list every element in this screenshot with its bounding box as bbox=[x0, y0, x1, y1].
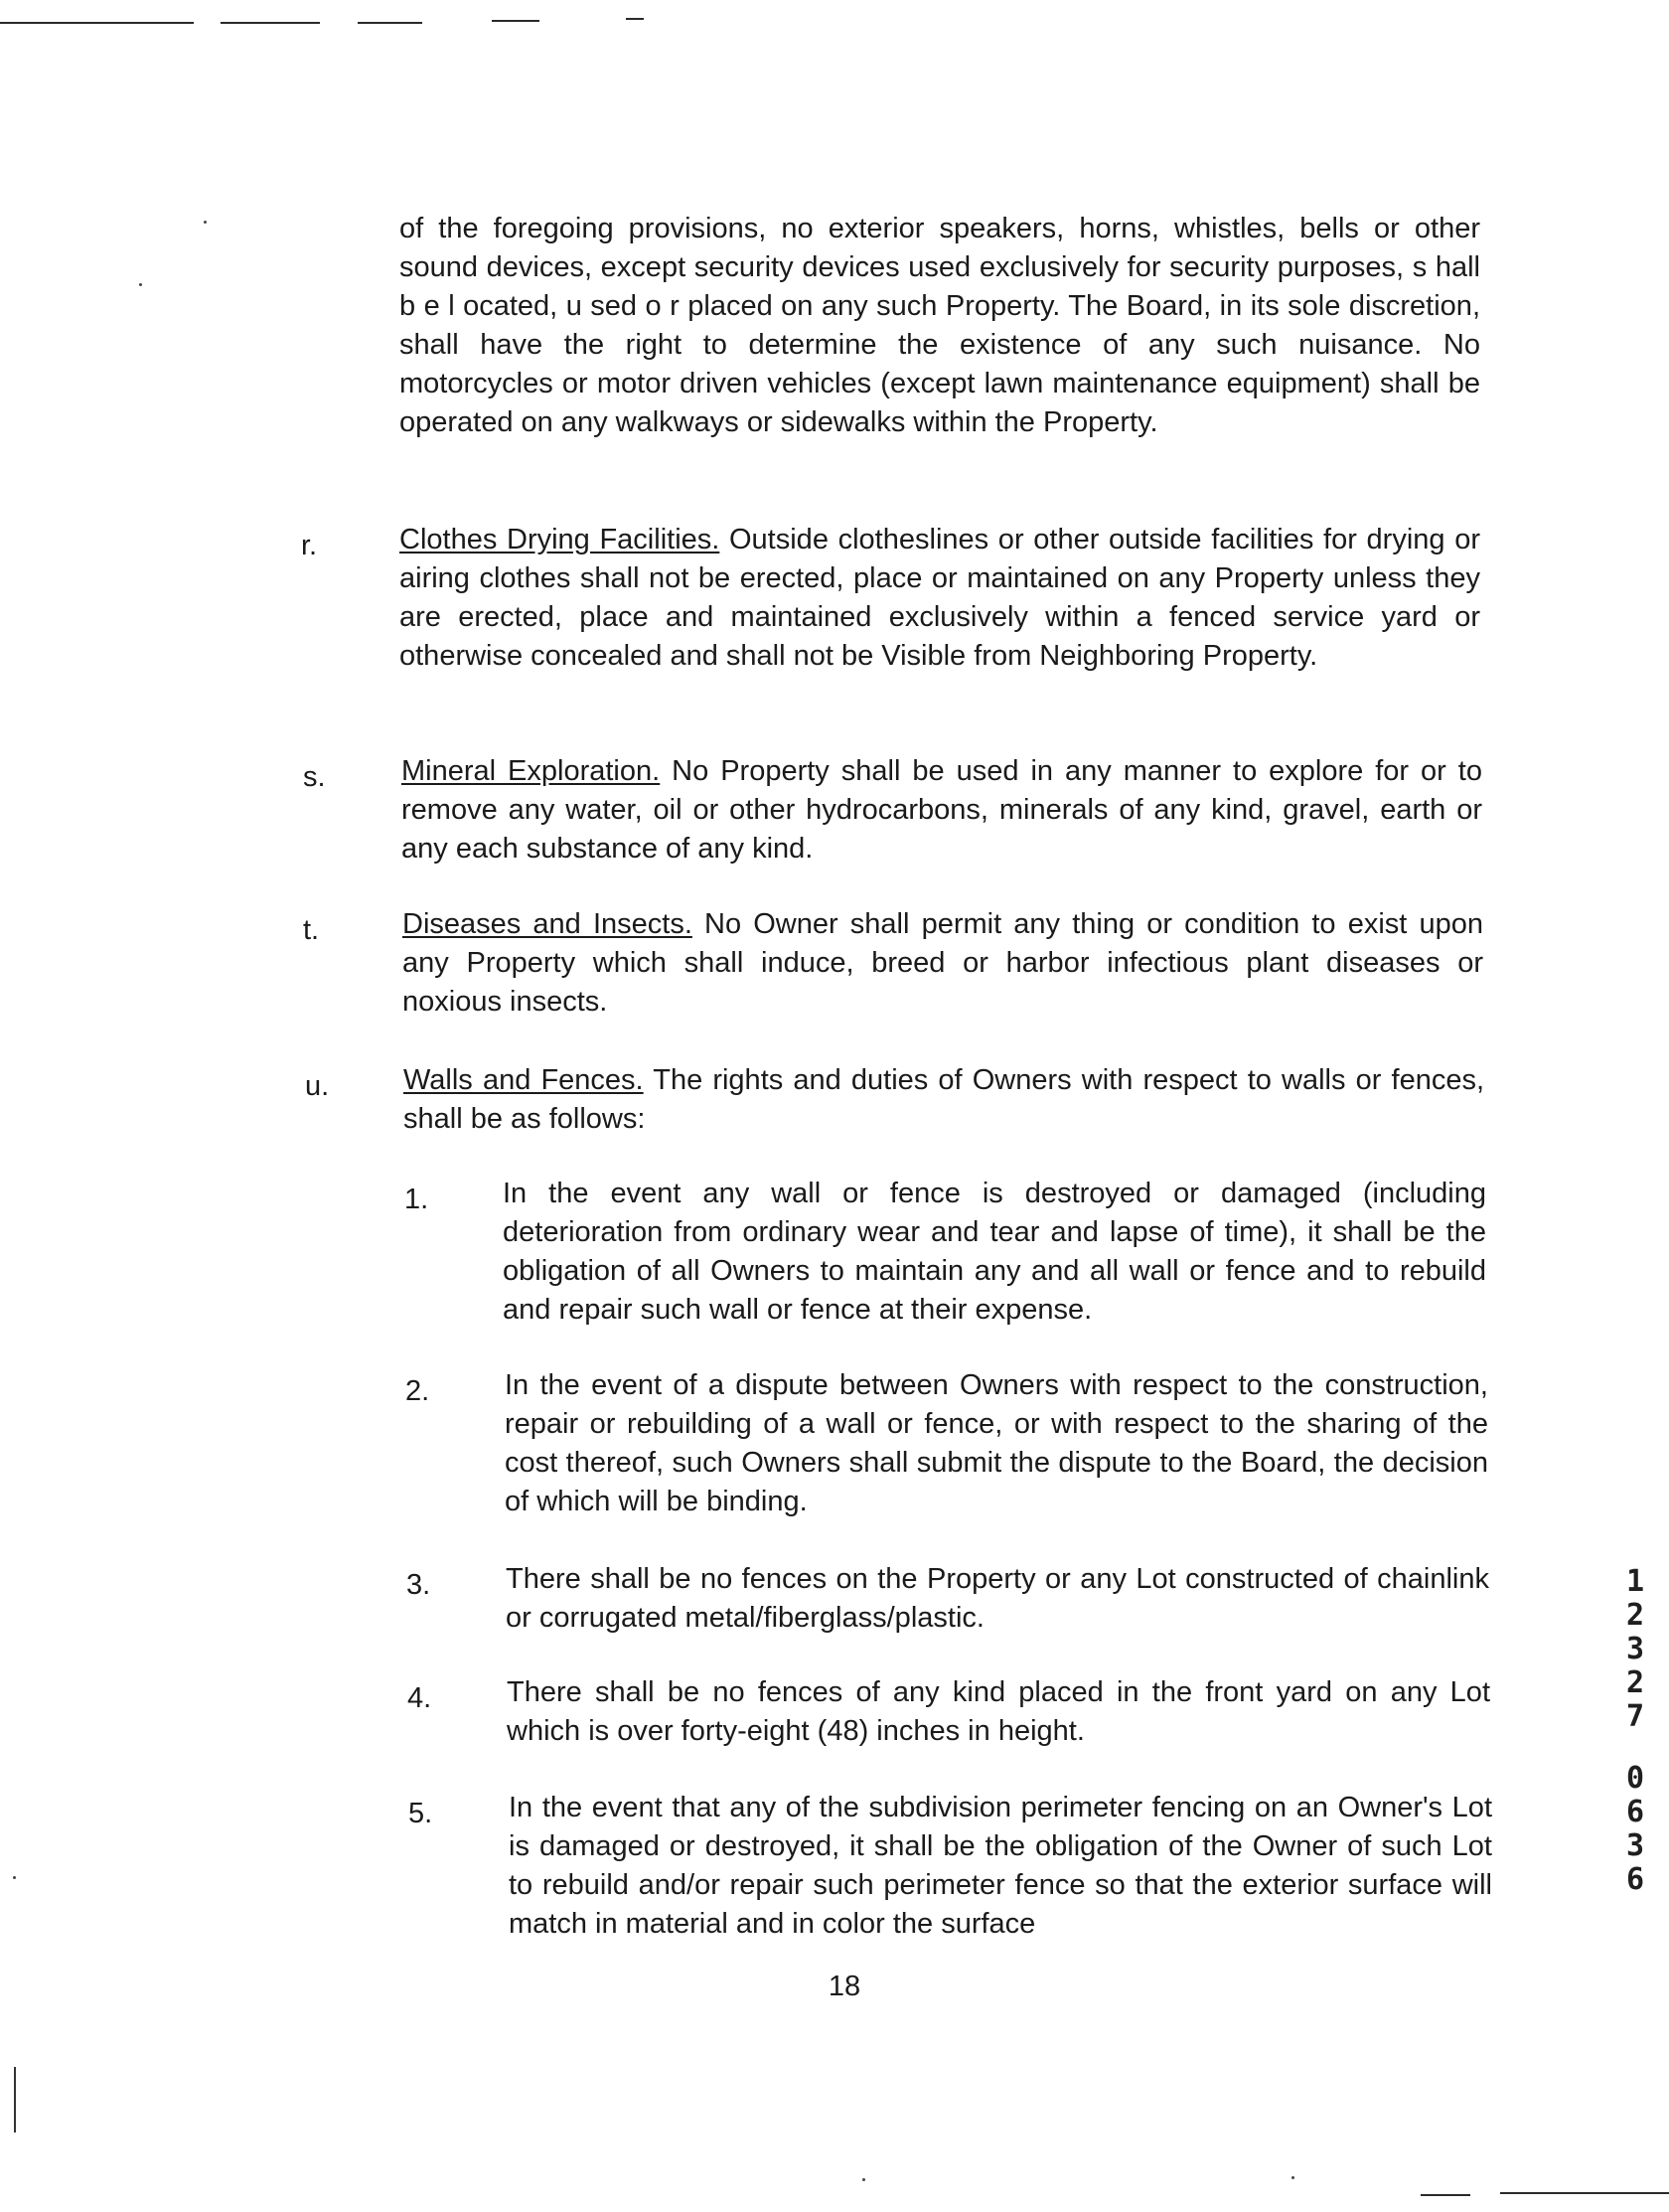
recording-digit: 1 bbox=[1625, 1564, 1645, 1599]
section-paragraph bbox=[403, 1061, 1484, 1139]
list-item: In the event of a dispute between Owners with respect to the construction, repair or rebuilding of a wall or fence, or with respect to the sharing of the cost thereof, such Owners shall submit the dispute to the Board, the decision of which will be binding. bbox=[505, 1369, 1488, 1517]
item-number: 1. bbox=[404, 1184, 429, 1215]
scan-speck bbox=[1291, 2176, 1294, 2179]
scan-edge-line bbox=[492, 20, 539, 22]
section-heading: Walls and Fences. bbox=[403, 1064, 644, 1096]
scan-speck bbox=[139, 283, 142, 286]
recording-digit: 2 bbox=[1625, 1598, 1645, 1633]
section-letter: u. bbox=[305, 1070, 330, 1102]
recording-digit: 3 bbox=[1625, 1828, 1645, 1863]
recording-digit: 7 bbox=[1625, 1699, 1645, 1734]
section-heading: Mineral Exploration. bbox=[401, 755, 661, 787]
scan-edge-line bbox=[221, 22, 320, 24]
section-body: Outside clotheslines or other outside facilities for drying or airing clothes shall not be erected, place or maintained on any Property unless they are erected, place and maintained exclusively within a fenced service yard or otherwise concealed and shall not be Visible from Neighboring Property. bbox=[399, 524, 1480, 672]
recording-digit: 6 bbox=[1625, 1862, 1645, 1897]
scan-edge-line bbox=[1500, 2192, 1669, 2194]
section-letter: t. bbox=[303, 914, 320, 946]
scan-speck bbox=[862, 2178, 865, 2181]
section-paragraph bbox=[402, 905, 1483, 1022]
section-paragraph bbox=[399, 521, 1480, 676]
recording-number-stamp bbox=[1615, 1565, 1655, 1897]
section-body: The rights and duties of Owners with respect to walls or fences, shall be as follows: bbox=[403, 1064, 1485, 1135]
scan-edge-line bbox=[0, 22, 194, 24]
section-body: No Property shall be used in any manner to explore for or to remove any water, oil or other hydrocarbons, minerals of any kind, gravel, earth or any each substance of any kind. bbox=[401, 755, 1482, 865]
recording-digit: 2 bbox=[1625, 1665, 1645, 1700]
recording-digit: 0 bbox=[1625, 1761, 1645, 1796]
scan-edge-mark bbox=[14, 2067, 16, 2133]
section-heading: Diseases and Insects. bbox=[402, 908, 692, 940]
item-number: 2. bbox=[405, 1375, 430, 1407]
continuation-paragraph: of the foregoing provisions, no exterior speakers, horns, whistles, bells or other sound devices, except security devices used exclusively for security purposes, s hall b e l ocated, u sed o r placed on any such Property. The Board, in its sole discretion, shall have the right to determine the existence of any such nuisance. No motorcycles or motor driven vehicles (except lawn maintenance equipment) shall be operated on any walkways or sidewalks within the Property. bbox=[399, 213, 1480, 438]
section-body: No Owner shall permit any thing or condition to exist upon any Property which shall induce, breed or harbor infectious plant diseases or noxious insects. bbox=[402, 908, 1483, 1018]
item-number: 3. bbox=[406, 1569, 431, 1601]
scan-edge-line bbox=[626, 18, 644, 20]
section-letter: s. bbox=[303, 761, 326, 793]
recording-digit: 3 bbox=[1625, 1632, 1645, 1666]
section-heading: Clothes Drying Facilities. bbox=[399, 524, 720, 555]
scan-speck bbox=[204, 221, 207, 224]
item-number: 5. bbox=[408, 1798, 433, 1829]
section-letter: r. bbox=[301, 530, 318, 561]
list-item: There shall be no fences of any kind placed in the front yard on any Lot which is over forty-eight (48) inches in height. bbox=[507, 1676, 1490, 1747]
list-item: There shall be no fences on the Property or any Lot constructed of chainlink or corrugated metal/fiberglass/plastic. bbox=[506, 1563, 1489, 1634]
page-number: 18 bbox=[828, 1971, 861, 2002]
list-item: In the event any wall or fence is destroyed or damaged (including deterioration from ordinary wear and tear and lapse of time), it shall be the obligation of all Owners to maintain any and all wall or fence and to rebuild and repair such wall or fence at their expense. bbox=[503, 1178, 1486, 1326]
list-item: In the event that any of the subdivision perimeter fencing on an Owner's Lot is damaged or destroyed, it shall be the obligation of the Owner of such Lot to rebuild and/or repair such perimeter fence so that the exterior surface will match in material and in color the surface bbox=[509, 1792, 1492, 1940]
recording-digit: 6 bbox=[1625, 1795, 1645, 1829]
section-paragraph bbox=[401, 752, 1482, 869]
item-number: 4. bbox=[407, 1682, 432, 1714]
scan-edge-line bbox=[358, 22, 422, 24]
scan-edge-line bbox=[1421, 2194, 1470, 2196]
scan-speck bbox=[13, 1876, 16, 1879]
